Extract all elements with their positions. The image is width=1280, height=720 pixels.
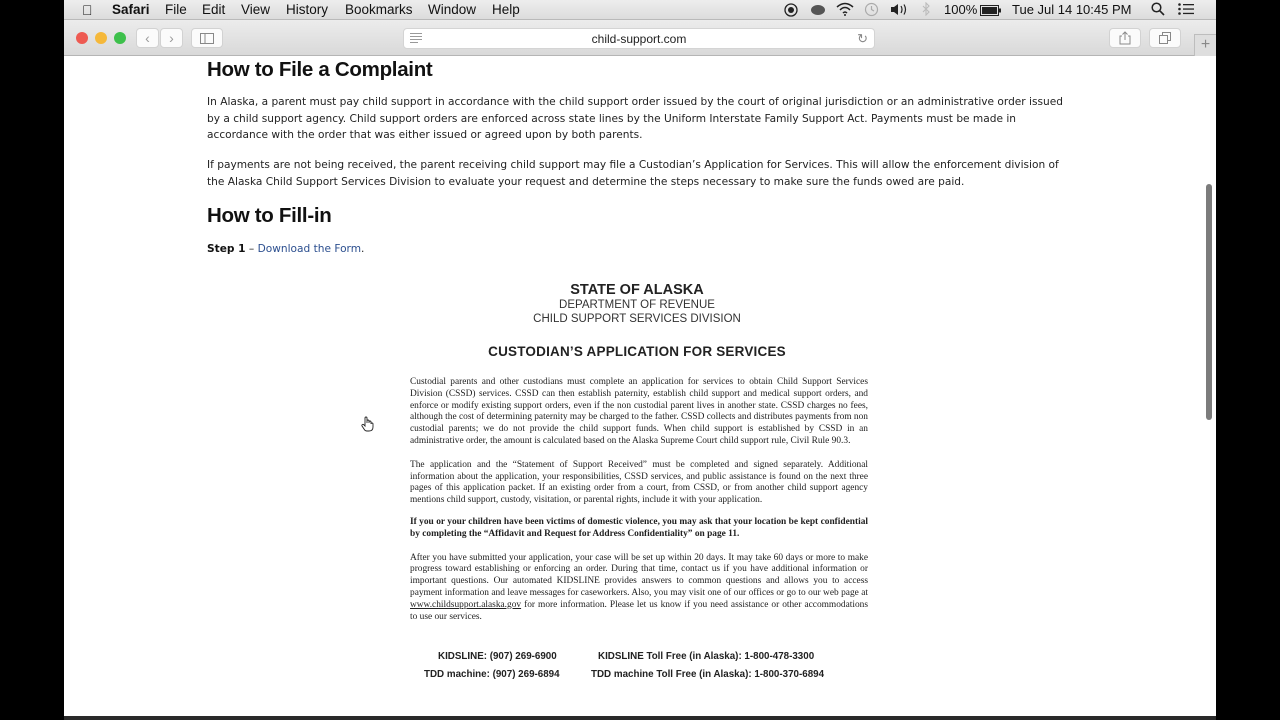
form-department: DEPARTMENT OF REVENUE bbox=[559, 299, 715, 311]
form-para-4-end: for more information. Please let us know if you need assistance or other accommodations to use our services. bbox=[410, 599, 868, 622]
show-tabs-button[interactable] bbox=[1149, 28, 1181, 48]
form-paragraph-2: The application and the “Statement of Support Received” must be completed and signed separately. Additional information about the application, your responsibilities, CSSD services, and public assistance is found on the next three pages of this application packet. If an existing order from a court, from CSSD, or from another child support agency mentions child support, custody, visitation, or parental rights, include it with your application. bbox=[410, 459, 868, 506]
menu-app-safari[interactable]: Safari bbox=[112, 2, 150, 17]
sidebar-toggle-button[interactable] bbox=[191, 28, 223, 48]
notification-center-icon[interactable] bbox=[1178, 3, 1194, 18]
clock[interactable]: Tue Jul 14 10:45 PM bbox=[1012, 2, 1132, 17]
address-bar[interactable] bbox=[403, 28, 875, 49]
menu-bookmarks[interactable]: Bookmarks bbox=[345, 2, 413, 17]
window-bottom-edge bbox=[64, 716, 1216, 720]
step-1-period: . bbox=[361, 243, 365, 255]
zoom-window-button[interactable] bbox=[114, 32, 126, 44]
tdd-tollfree-number: TDD machine Toll Free (in Alaska): 1-800-370-6894 bbox=[591, 669, 825, 681]
form-web-link: www.childsupport.alaska.gov bbox=[410, 599, 522, 610]
paragraph-custodian-application: If payments are not being received, the parent receiving child support may file a Custodian’s Application for Services. This will allow the enforcement division of the Alaska Child Support Services Division to evaluate your request and determine the steps necessary to make sure the funds owed are paid. bbox=[207, 159, 1059, 188]
kidsline-number: KIDSLINE: (907) 269-6900 bbox=[438, 651, 557, 663]
menu-bar bbox=[64, 0, 1216, 20]
download-form-link[interactable]: Download the Form bbox=[257, 243, 362, 255]
time-machine-icon[interactable] bbox=[864, 2, 879, 20]
share-icon bbox=[1119, 31, 1131, 45]
wifi-icon[interactable] bbox=[836, 2, 854, 19]
form-para-4-start: After you have submitted your application, your case will be set up within 20 days. It may take 60 days or more to make progress toward establishing or enforcing an order. During that time, contact us if you have additional information or important questions. Our automated KIDSLINE provides answers to common questions and allows you to access payment information and leave messages for caseworkers. Also, you may visit one of our offices or go to our web page at bbox=[410, 552, 868, 598]
volume-icon[interactable] bbox=[890, 3, 910, 19]
spotlight-search-icon[interactable] bbox=[1151, 2, 1165, 19]
forward-button[interactable]: › bbox=[160, 28, 183, 48]
sidebar-icon bbox=[200, 33, 214, 44]
menu-window[interactable]: Window bbox=[428, 2, 477, 17]
close-window-button[interactable] bbox=[76, 32, 88, 44]
menu-help[interactable]: Help bbox=[492, 2, 520, 17]
form-title: CUSTODIAN’S APPLICATION FOR SERVICES bbox=[488, 344, 786, 359]
web-page-viewport[interactable] bbox=[64, 56, 1216, 716]
browser-toolbar bbox=[64, 20, 1216, 56]
minimize-window-button[interactable] bbox=[95, 32, 107, 44]
step-1 bbox=[207, 241, 1072, 258]
url-text[interactable]: child-support.com bbox=[591, 32, 687, 46]
form-state-heading: STATE OF ALASKA bbox=[570, 282, 704, 298]
menu-edit[interactable]: Edit bbox=[202, 2, 226, 17]
bluetooth-icon[interactable] bbox=[922, 2, 931, 19]
menu-extra-icon[interactable] bbox=[810, 4, 826, 19]
heading-how-to-file-complaint: How to File a Complaint bbox=[207, 58, 433, 81]
step-1-separator: – bbox=[245, 243, 258, 255]
apple-menu-icon[interactable] bbox=[82, 2, 93, 18]
kidsline-tollfree-number: KIDSLINE Toll Free (in Alaska): 1-800-478-3300 bbox=[598, 651, 815, 663]
step-1-label: Step 1 bbox=[207, 243, 246, 255]
reload-icon[interactable]: ↻ bbox=[857, 31, 868, 46]
record-icon[interactable] bbox=[784, 3, 798, 20]
menu-history[interactable]: History bbox=[286, 2, 329, 17]
battery-icon[interactable] bbox=[980, 4, 1002, 19]
form-paragraph-after-submission bbox=[410, 553, 868, 624]
new-tab-button[interactable]: + bbox=[1194, 34, 1216, 56]
paragraph-child-support-law: In Alaska, a parent must pay child support in accordance with the child support order issued by the court of original jurisdiction or an administrative order issued by a child support agency. Child support orders are enforced across state lines by the Uniform Interstate Family Support Act. Payments must be made in accordance with the order that was either issued or agreed upon by both parents. bbox=[207, 96, 1063, 141]
heading-how-to-fill-in: How to Fill-in bbox=[207, 204, 332, 227]
form-preview-image bbox=[402, 282, 872, 691]
form-phone-numbers bbox=[402, 651, 872, 691]
form-division: CHILD SUPPORT SERVICES DIVISION bbox=[533, 313, 741, 325]
menu-file[interactable]: File bbox=[165, 2, 187, 17]
form-paragraph-domestic-violence: If you or your children have been victims of domestic violence, you may ask that your location be kept confidential by completing the “Affidavit and Request for Address Confidentiality” on page 11. bbox=[410, 516, 868, 539]
tabs-overview-icon bbox=[1159, 32, 1171, 44]
hand-pointer-cursor-icon bbox=[361, 416, 375, 435]
share-button[interactable] bbox=[1109, 28, 1141, 48]
back-button[interactable]: ‹ bbox=[136, 28, 159, 48]
form-paragraph-1: Custodial parents and other custodians must complete an application for services to obtain Child Support Services Division (CSSD) services. CSSD can then establish paternity, establish child support and medical support orders, and enforce or modify existing support orders, even if the non custodial parent lives in another state. CSSD charges no fees, although the cost of determining paternity may be charged to the father. CSSD collects and distributes payments from non custodial parents; we do not provide the child support funds. When child support is established by CSSD in an administrative order, the amount is calculated based on the Alaska Supreme Court child support rule, Civil Rule 90.3. bbox=[410, 377, 868, 446]
menu-view[interactable]: View bbox=[241, 2, 271, 17]
tdd-number: TDD machine: (907) 269-6894 bbox=[424, 669, 560, 681]
vertical-scrollbar[interactable] bbox=[1206, 184, 1212, 420]
battery-percent: 100% bbox=[944, 2, 978, 17]
